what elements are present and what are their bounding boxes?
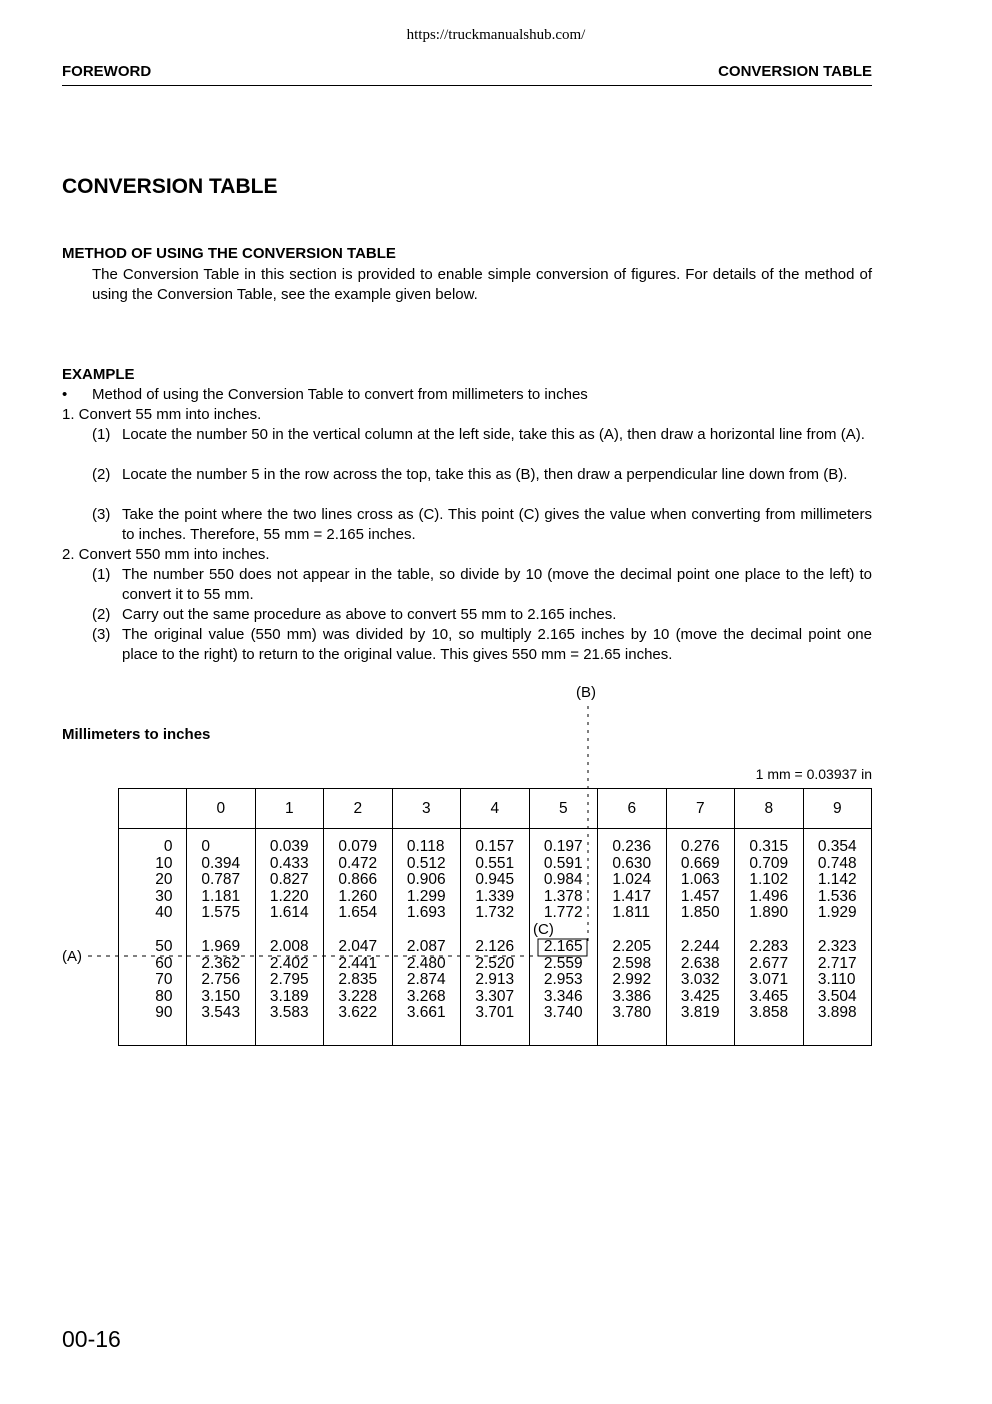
row-header: 40: [155, 904, 173, 922]
table-cell: 2.323: [817, 937, 857, 955]
table-cell: 1.929: [817, 904, 857, 922]
label-c: (C): [533, 921, 554, 938]
table-cell: 1.457: [680, 887, 720, 905]
table-cell: 0.906: [406, 871, 446, 889]
table-cell: 0.118: [406, 838, 445, 855]
table-cell: 0.827: [269, 871, 309, 889]
table-cell: 3.071: [749, 971, 789, 989]
table-cell: 3.780: [612, 1004, 652, 1022]
table-cell: 2.205: [612, 937, 652, 955]
row-header: 80: [155, 987, 173, 1005]
table-cell: 2.638: [680, 954, 720, 972]
step-number: (2): [92, 606, 111, 623]
table-cell: 1.850: [680, 904, 720, 922]
table-cell: 2.598: [612, 954, 652, 972]
column-header: 3: [392, 789, 461, 829]
table-cell: 3.465: [749, 987, 789, 1005]
table-cell: 3.425: [680, 987, 720, 1005]
table-cell: 3.150: [201, 987, 241, 1005]
step-text: The original value (550 mm) was divided by 10, so multiply 2.165 inches by 10 (move the decimal point one place to the right) to return to the original value. This gives 550 mm = 21.65 inches.: [122, 626, 872, 663]
table-cell: 0.709: [749, 854, 789, 872]
table-cell: 2.835: [338, 971, 378, 989]
table-cell: 1.732: [475, 904, 515, 922]
table-cell: 1.181: [201, 887, 241, 905]
table-cell: 2.677: [749, 954, 789, 972]
row-header: 30: [155, 887, 173, 905]
header-topic: CONVERSION TABLE: [718, 63, 872, 80]
table-cell: 3.386: [612, 987, 652, 1005]
row-header: 10: [155, 854, 173, 872]
table-cell: 1.536: [817, 887, 857, 905]
step-number: (1): [92, 426, 111, 443]
table-cell: 3.622: [338, 1004, 378, 1022]
table-cell: 1.496: [749, 887, 789, 905]
table-cell: 2.874: [406, 971, 446, 989]
table-cell: 1.024: [612, 871, 652, 889]
table-cell: 2.047: [338, 937, 378, 955]
page-number: 00-16: [62, 1326, 121, 1352]
table-cell: 2.362: [201, 954, 241, 972]
table-cell: 2.008: [269, 937, 309, 955]
label-b: (B): [576, 684, 596, 701]
method-text: The Conversion Table in this section is provided to enable simple conversion of figures. For details of the method of using the Conversion Table, see the example given below.: [92, 266, 872, 303]
table-cell: 0.315: [749, 838, 789, 855]
table-cell: 0.630: [612, 854, 652, 872]
table-cell: 2.087: [406, 937, 446, 955]
table-cell: 2.244: [680, 937, 720, 955]
row-header: 70: [155, 971, 173, 989]
table-cell: 1.063: [680, 871, 720, 889]
step-text: Locate the number 50 in the vertical column at the left side, take this as (A), then draw a horizontal line from (A).: [122, 426, 865, 443]
table-cell: 2.756: [201, 971, 241, 989]
table-cell: 3.701: [475, 1004, 515, 1022]
table-cell: 3.307: [475, 987, 515, 1005]
row-header: 90: [155, 1004, 173, 1022]
table-cell: 0.433: [269, 854, 309, 872]
table-cell: 2.283: [749, 937, 789, 955]
table-cell: 2.795: [269, 971, 309, 989]
example-item-2: 2. Convert 550 mm into inches.: [62, 546, 270, 563]
table-cell: 2.480: [406, 954, 446, 972]
table-cell: 1.299: [406, 887, 446, 905]
example-heading: EXAMPLE: [62, 366, 135, 383]
header-section: FOREWORD: [62, 63, 152, 80]
table-cell: 3.740: [543, 1004, 583, 1022]
table-cell: 0.472: [338, 854, 378, 872]
label-a: (A): [62, 948, 82, 965]
example-bullet: Method of using the Conversion Table to convert from millimeters to inches: [92, 386, 588, 403]
step-number: (3): [92, 506, 111, 523]
table-cell: 0.276: [680, 838, 720, 855]
unit-note: 1 mm = 0.03937 in: [755, 766, 872, 782]
step-number: (3): [92, 626, 111, 643]
step-number: (2): [92, 466, 111, 483]
table-cell: 2.913: [475, 971, 515, 989]
column-header: 1: [255, 789, 324, 829]
table-cell: 2.953: [543, 971, 583, 989]
table-cell: 1.339: [475, 887, 515, 905]
table-cell: 0.079: [338, 838, 378, 855]
table-cell: 1.417: [612, 887, 652, 905]
table-cell: 1.142: [817, 871, 857, 889]
column-header: 8: [735, 789, 804, 829]
table-cell: 0.512: [406, 854, 446, 872]
table-cell: 0.945: [475, 871, 515, 889]
column-header: 0: [187, 789, 256, 829]
column-header: 2: [324, 789, 393, 829]
source-url[interactable]: https://truckmanualshub.com/: [406, 27, 586, 43]
table-cell: 2.402: [269, 954, 309, 972]
step-text: Take the point where the two lines cross as (C). This point (C) gives the value when converting from millimeters to inches. Therefore, 55 mm = 2.165 inches.: [122, 506, 872, 543]
step-text: Carry out the same procedure as above to convert 55 mm to 2.165 inches.: [122, 606, 617, 623]
table-cell: 0.197: [543, 838, 583, 855]
table-cell: 0: [201, 838, 210, 855]
table-cell: 0.669: [680, 854, 720, 872]
row-header: 0: [163, 838, 173, 855]
table-cell: 3.110: [817, 971, 856, 989]
column-header: 5: [529, 789, 598, 829]
table-cell: 2.992: [612, 971, 652, 989]
table-cell: 3.346: [543, 987, 583, 1005]
table-cell: 0.591: [543, 854, 583, 872]
table-cell: 0.551: [475, 854, 515, 872]
step-number: (1): [92, 566, 111, 583]
page-title: CONVERSION TABLE: [62, 175, 278, 198]
table-cell: 2.441: [338, 954, 378, 972]
table-cell: 1.220: [269, 887, 309, 905]
crossing-point-box: [538, 939, 587, 956]
table-cell: 0.748: [817, 854, 857, 872]
table-cell: 1.102: [749, 871, 789, 889]
table-cell: 3.661: [406, 1004, 446, 1022]
example-item-1: 1. Convert 55 mm into inches.: [62, 406, 262, 423]
bullet-mark: •: [62, 386, 68, 403]
row-header: 60: [155, 954, 173, 972]
column-header: 7: [666, 789, 735, 829]
table-cell: 1.772: [543, 904, 583, 922]
table-cell: 1.614: [269, 904, 309, 922]
table-cell: 0.394: [201, 854, 241, 872]
method-heading: METHOD OF USING THE CONVERSION TABLE: [62, 245, 396, 262]
table-cell: 1.890: [749, 904, 789, 922]
step-text: The number 550 does not appear in the table, so divide by 10 (move the decimal point one place to the left) to convert it to 55 mm.: [122, 566, 872, 603]
table-cell: 0.236: [612, 838, 652, 855]
step-text: Locate the number 5 in the row across the top, take this as (B), then draw a perpendicular line down from (B).: [122, 466, 848, 483]
column-header: 4: [461, 789, 530, 829]
table-cell: 0.157: [475, 838, 515, 855]
table-cell: 0.787: [201, 871, 241, 889]
table-cell: 2.126: [475, 937, 515, 955]
column-header: 6: [598, 789, 667, 829]
row-header: 20: [155, 871, 173, 889]
table-cell: 1.693: [406, 904, 446, 922]
table-cell: 1.654: [338, 904, 378, 922]
table-cell: 3.819: [680, 1004, 720, 1022]
table-cell: 1.811: [612, 904, 650, 922]
column-header: 9: [803, 789, 872, 829]
table-cell: 3.898: [817, 1004, 857, 1022]
table-cell: 0.039: [269, 838, 309, 855]
table-cell: 1.260: [338, 887, 378, 905]
table-cell: 3.858: [749, 1004, 789, 1022]
table-cell: 3.228: [338, 987, 378, 1005]
table-cell: 3.189: [269, 987, 309, 1005]
table-cell: 3.543: [201, 1004, 241, 1022]
table-cell: 0.984: [543, 871, 583, 889]
table-cell: 3.504: [817, 987, 857, 1005]
table-cell: 2.165: [543, 937, 583, 955]
table-cell: 3.268: [406, 987, 446, 1005]
table-cell: 1.575: [201, 904, 241, 922]
table-cell: 1.378: [543, 887, 583, 905]
table-cell: 3.583: [269, 1004, 309, 1022]
table-heading: Millimeters to inches: [62, 726, 211, 743]
row-header: 50: [155, 937, 173, 955]
table-cell: 0.866: [338, 871, 378, 889]
table-cell: 3.032: [680, 971, 720, 989]
table-cell: 2.520: [475, 954, 515, 972]
table-cell: 2.559: [543, 954, 583, 972]
table-cell: 0.354: [817, 838, 857, 855]
table-cell: 2.717: [817, 954, 857, 972]
table-cell: 1.969: [201, 937, 241, 955]
